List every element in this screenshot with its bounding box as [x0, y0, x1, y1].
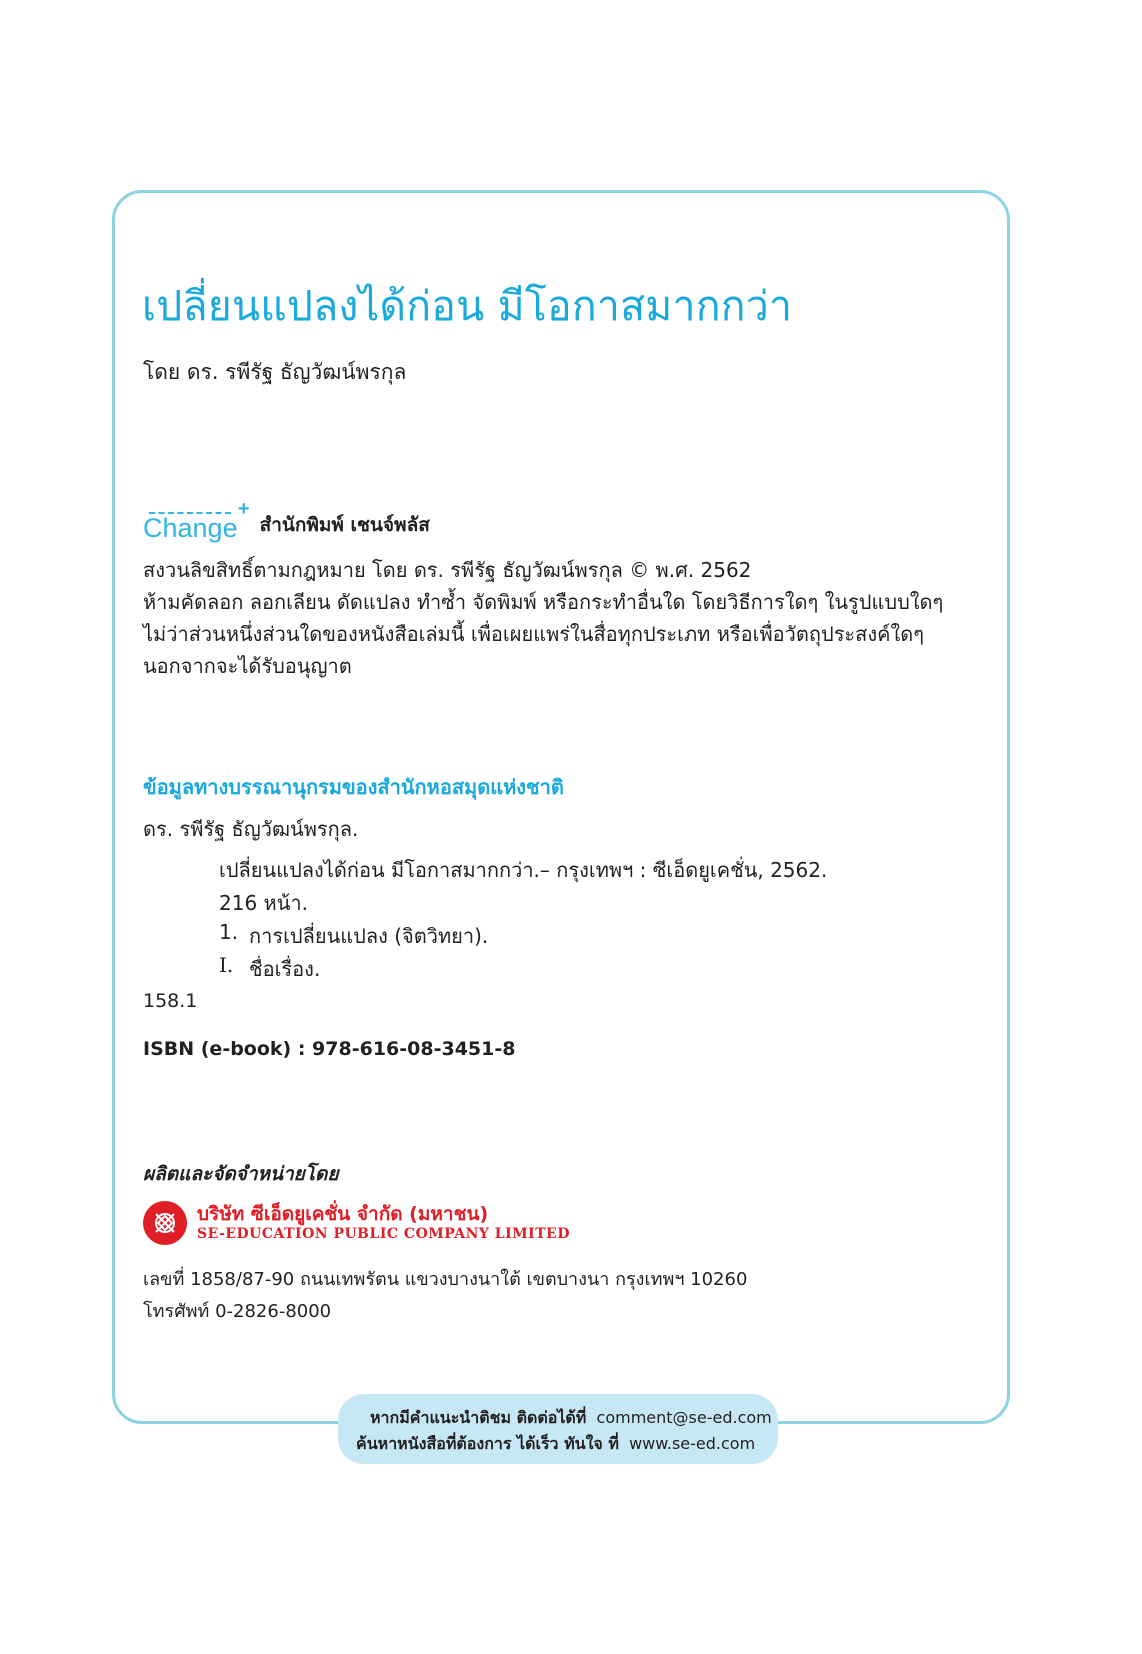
contact-email[interactable]: comment@se-ed.com — [596, 1408, 772, 1427]
contact-line-1 — [370, 1406, 772, 1431]
contact-line-2 — [356, 1432, 755, 1457]
company-name-english: SE-EDUCATION PUBLIC COMPANY LIMITED — [197, 1226, 570, 1242]
imprint-row — [143, 498, 430, 543]
cip-author: ดร. รพีรัฐ ธัญวัฒน์พรกุล. — [143, 817, 359, 841]
se-ed-emblem-icon — [143, 1201, 187, 1245]
contact-website[interactable]: www.se-ed.com — [629, 1434, 756, 1453]
copyright-line-2: ห้ามคัดลอก ลอกเลียน ดัดแปลง ทำซ้ำ จัดพิมพ์ หรือกระทำอื่นใด โดยวิธีการใดๆ ในรูปแบบใดๆ — [143, 590, 944, 614]
company-phone: โทรศัพท์ 0-2826-8000 — [143, 1301, 332, 1322]
copyright-line-3: ไม่ว่าส่วนหนึ่งส่วนใดของหนังสือเล่มนี้ เพื่อเผยแพร่ในสื่อทุกประเภท หรือเพื่อวัตถุประสงค์ใดๆ — [143, 622, 925, 646]
cip-entry: เปลี่ยนแปลงได้ก่อน มีโอกาสมากกว่า.– กรุงเทพฯ : ซีเอ็ดยูเคชั่น, 2562. — [219, 858, 828, 882]
cip-heading: ข้อมูลทางบรรณานุกรมของสำนักหอสมุดแห่งชาติ — [143, 775, 564, 799]
cip-subject-number: 1. — [219, 920, 239, 944]
contact-banner — [338, 1394, 778, 1464]
logo-plus: + — [237, 498, 250, 520]
book-title: เปลี่ยนแปลงได้ก่อน มีโอกาสมากกว่า — [142, 282, 793, 330]
logo-dash-line — [149, 512, 231, 514]
author-line: โดย ดร. รพีรัฐ ธัญวัฒน์พรกุล — [143, 360, 407, 384]
contact-search-label: ค้นหาหนังสือที่ต้องการ ได้เร็ว ทันใจ ที่ — [356, 1434, 619, 1453]
company-name-thai: บริษัท ซีเอ็ดยูเคชั่น จำกัด (มหาชน) — [197, 1203, 489, 1225]
company-address: เลขที่ 1858/87-90 ถนนเทพรัตน แขวงบางนาใต้ เขตบางนา กรุงเทพฯ 10260 — [143, 1269, 748, 1290]
copyright-line-4: นอกจากจะได้รับอนุญาต — [143, 654, 352, 678]
cip-title-number: I. — [219, 953, 234, 977]
se-ed-logo — [143, 1201, 187, 1245]
class-number: 158.1 — [143, 990, 198, 1012]
isbn: ISBN (e-book) : 978-616-08-3451-8 — [143, 1038, 516, 1060]
copyright-line-1: สงวนลิขสิทธิ์ตามกฎหมาย โดย ดร. รพีรัฐ ธัญวัฒน์พรกุล © พ.ศ. 2562 — [143, 558, 752, 582]
cip-subject: การเปลี่ยนแปลง (จิตวิทยา). — [249, 924, 489, 948]
distribution-label: ผลิตและจัดจำหน่ายโดย — [143, 1163, 339, 1185]
change-plus-logo — [143, 498, 250, 543]
imprint-name: สำนักพิมพ์ เชนจ์พลัส — [259, 514, 430, 536]
logo-text: Change — [143, 513, 238, 543]
cip-title-label: ชื่อเรื่อง. — [249, 957, 321, 981]
cip-pages: 216 หน้า. — [219, 891, 308, 915]
contact-comment-label: หากมีคำแนะนำติชม ติดต่อได้ที่ — [370, 1408, 587, 1427]
